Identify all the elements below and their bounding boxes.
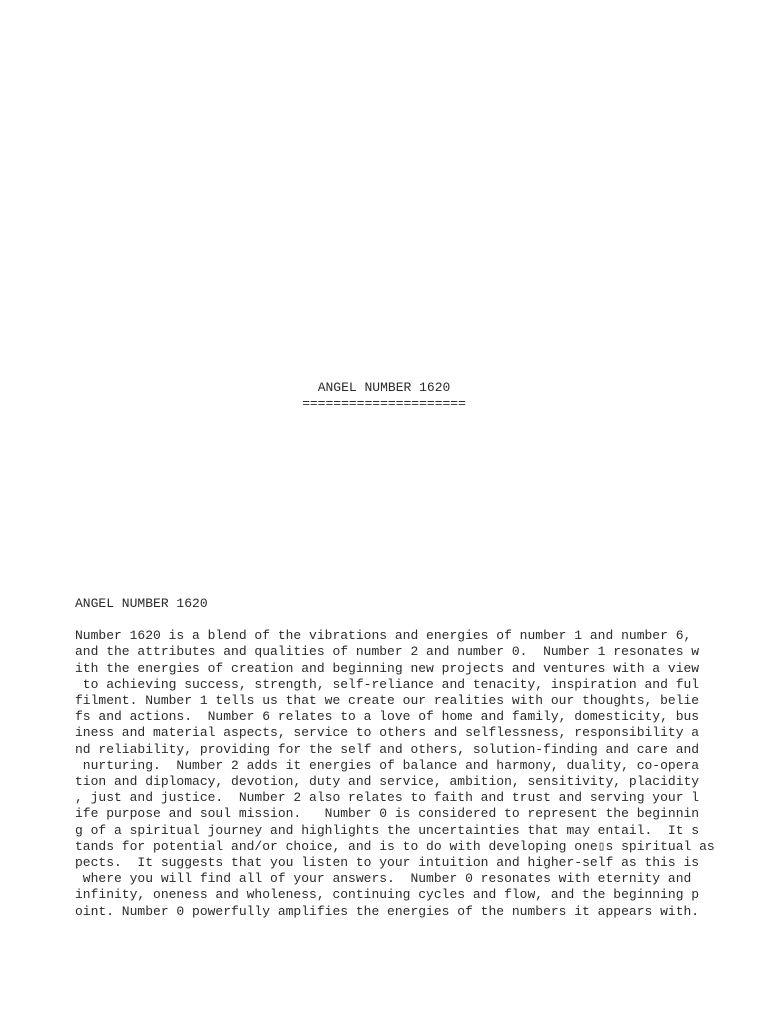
title-underline: ===================== (302, 396, 466, 411)
paragraph-line: to achieving success, strength, self-reliance and tenacity, inspiration and ful (75, 676, 700, 692)
paragraph-line: nurturing. Number 2 adds it energies of balance and harmony, duality, co-opera (75, 757, 700, 773)
paragraph-line: tands for potential and/or choice, and is to do with developing one▯s spiritual as (75, 838, 715, 854)
page-title: ANGEL NUMBER 1620 (317, 380, 451, 395)
paragraph-line: filment. Number 1 tells us that we create our realities with our thoughts, belie (75, 693, 700, 709)
article-heading: ANGEL NUMBER 1620 (75, 596, 208, 611)
title-block (0, 380, 768, 412)
paragraph-line: infinity, oneness and wholeness, continuing cycles and flow, and the beginning p (75, 887, 700, 903)
paragraph-line: ife purpose and soul mission. Number 0 is considered to represent the beginnin (75, 806, 700, 822)
paragraph-line: , just and justice. Number 2 also relates to faith and trust and serving your l (75, 790, 700, 806)
paragraph-line: and the attributes and qualities of number 2 and number 0. Number 1 resonates w (75, 644, 700, 660)
paragraph-line: oint. Number 0 powerfully amplifies the energies of the numbers it appears with. (75, 903, 700, 919)
paragraph-line: where you will find all of your answers. Number 0 resonates with eternity and (75, 871, 692, 887)
paragraph-line: pects. It suggests that you listen to your intuition and higher-self as this is (75, 855, 700, 871)
paragraph-line: nd reliability, providing for the self and others, solution-finding and care and (75, 741, 700, 757)
paragraph-line: iness and material aspects, service to others and selflessness, responsibility a (75, 725, 700, 741)
paragraph-line: g of a spiritual journey and highlights the uncertainties that may entail. It s (75, 822, 700, 838)
paragraph-line: ith the energies of creation and beginning new projects and ventures with a view (75, 660, 700, 676)
paragraph-line: fs and actions. Number 6 relates to a love of home and family, domesticity, bus (75, 709, 700, 725)
article-body (75, 596, 755, 920)
article-paragraph (75, 628, 755, 920)
paragraph-line: Number 1620 is a blend of the vibrations and energies of number 1 and number 6, (75, 628, 692, 644)
paragraph-line: tion and diplomacy, devotion, duty and service, ambition, sensitivity, placidity (75, 774, 700, 790)
